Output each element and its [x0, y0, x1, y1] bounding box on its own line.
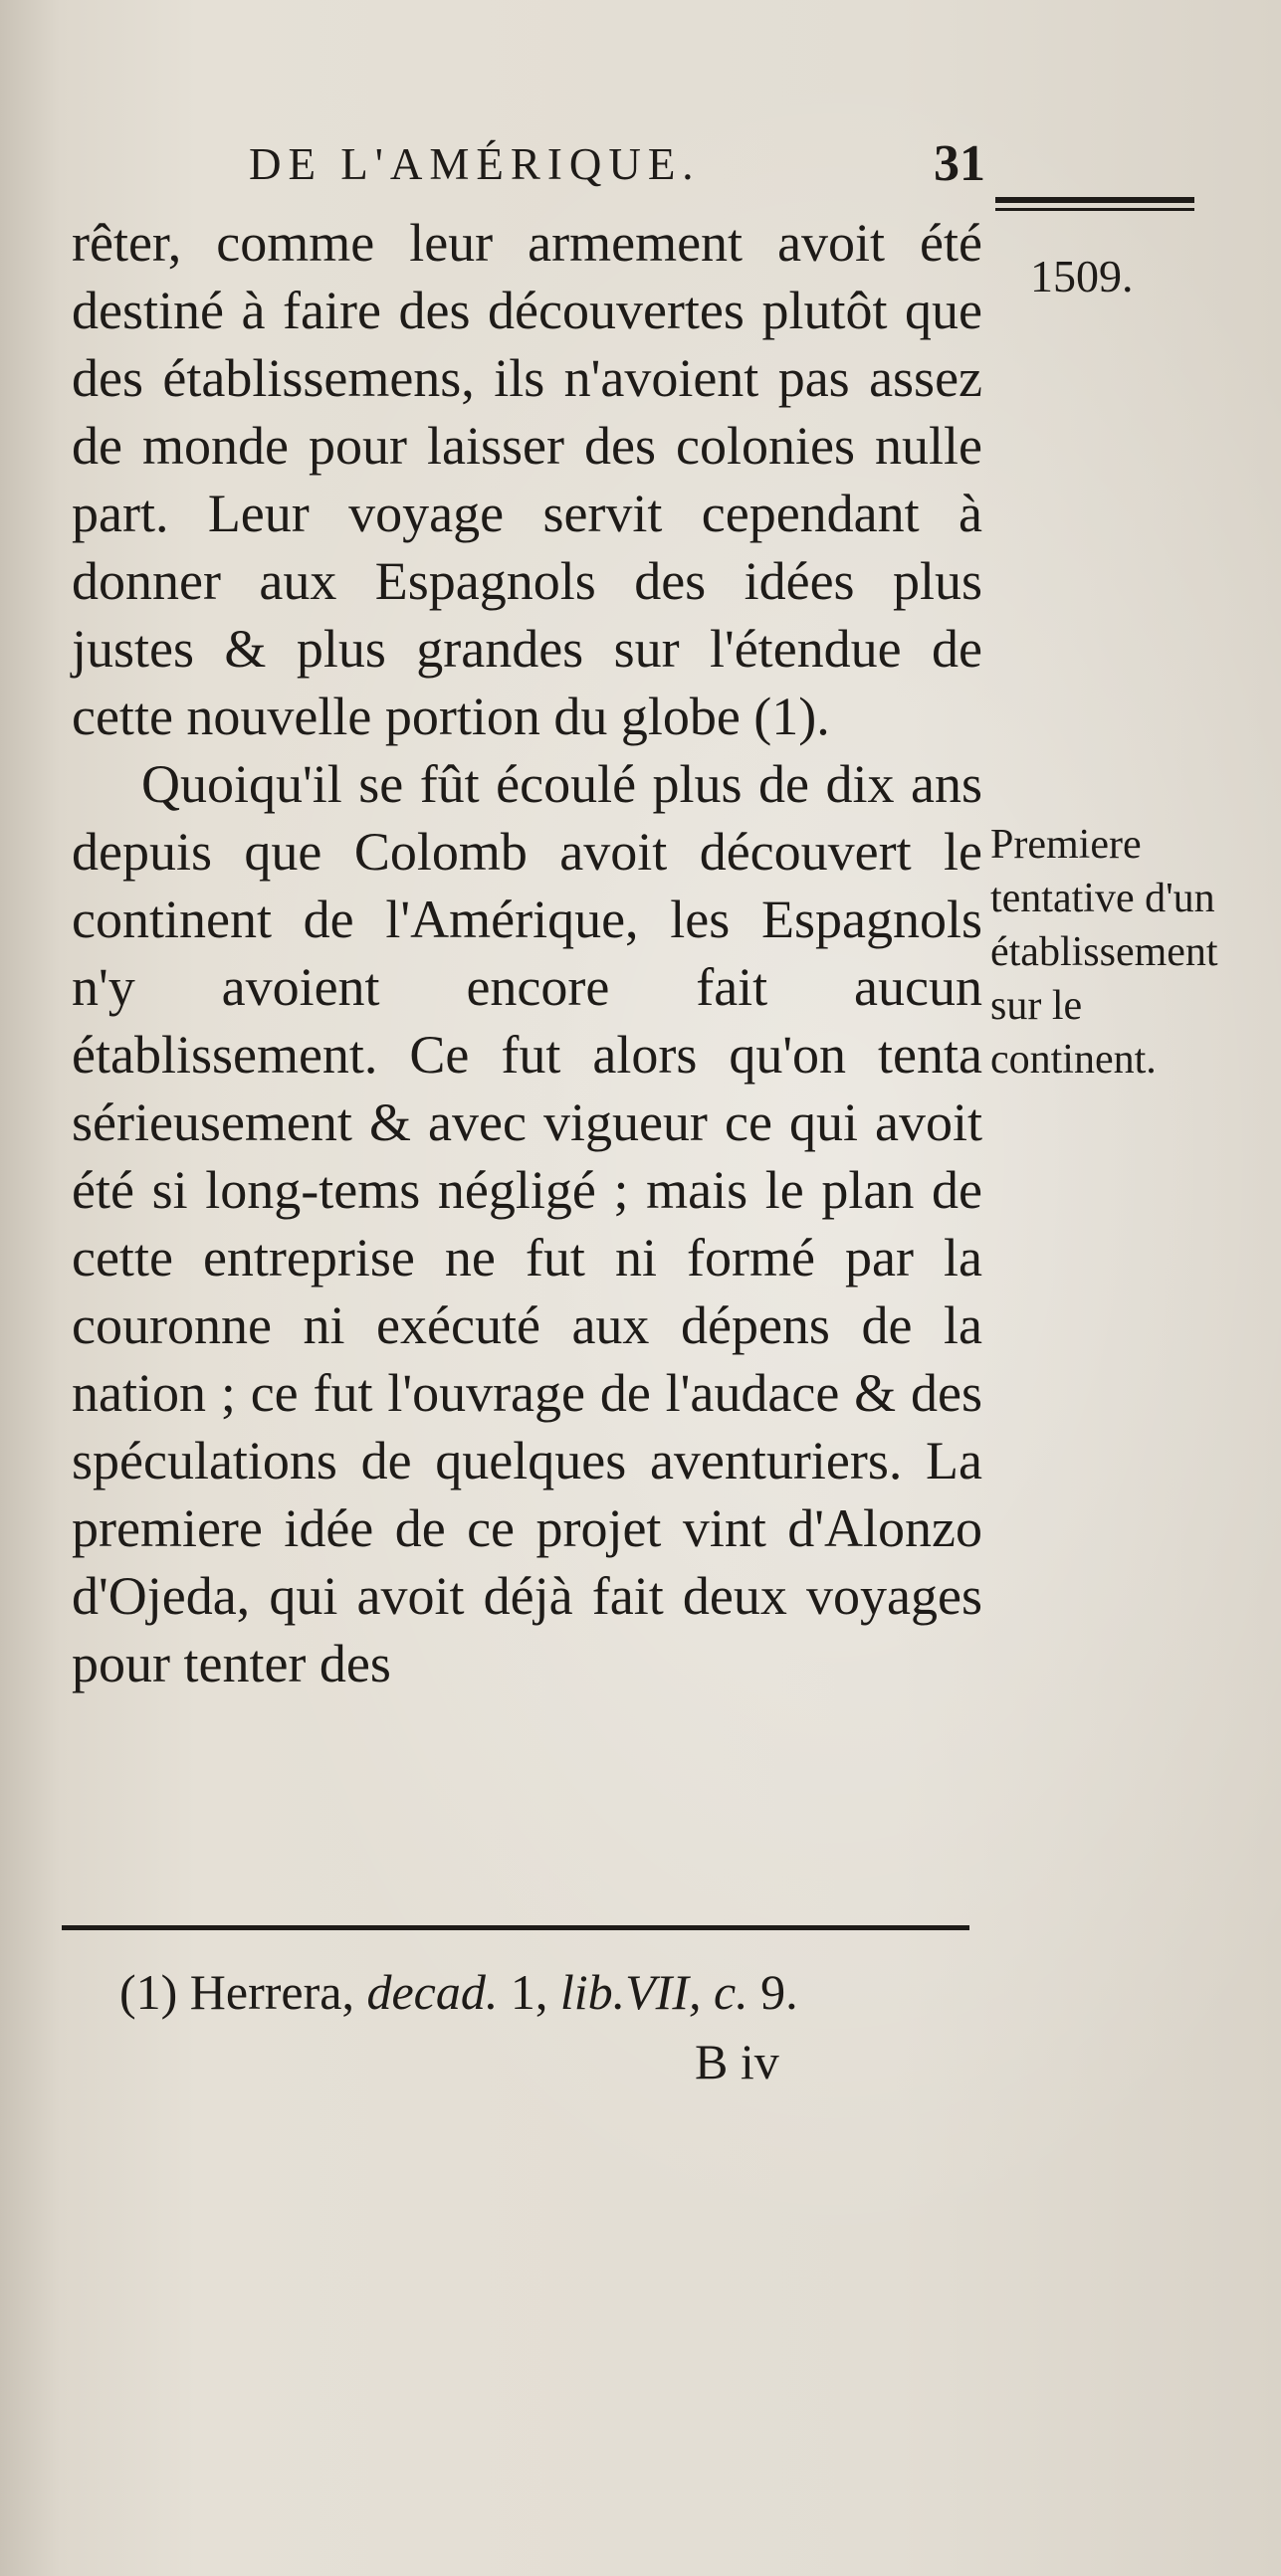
footnote-marker: (1) Herrera,: [119, 1964, 354, 2020]
signature-mark: B iv: [695, 2034, 779, 2089]
page-number: 31: [934, 135, 985, 192]
margin-year: 1509.: [1030, 251, 1134, 301]
footnote-lib-number: VII,: [625, 1964, 702, 2020]
main-text: [72, 209, 982, 1697]
footnote-lib-label: lib.: [559, 1964, 626, 2020]
page-header: [249, 134, 985, 194]
footnote-decad-label: decad.: [366, 1964, 499, 2020]
running-head: DE L'AMÉRIQUE.: [249, 139, 701, 189]
margin-double-rule: [995, 197, 1194, 211]
footnote: [119, 1960, 965, 2024]
paragraph-1: rêter, comme leur armement avoit été destiné à faire des découvertes plutôt que des établissemens, ils n'avoient pas assez de monde pour laisser des colonies nulle part. Leur voyage servit cependant à donner aux Espagnols des idées plus justes & plus grandes sur l'étendue de cette nouvelle portion du globe (1).: [72, 213, 982, 746]
paragraph-2: Quoiqu'il se fût écoulé plus de dix ans depuis que Colomb avoit découvert le continent de l'Amérique, les Espagnols n'y avoient encore fait aucun établissement. Ce fut alors qu'on tenta sérieusement & avec vigueur ce qui avoit été si long-tems négligé ; mais le plan de cette entreprise ne fut ni formé par la couronne ni exécuté aux dépens de la nation ; ce fut l'ouvrage de l'audace & des spéculations de quelques aventuriers. La premiere idée de ce projet vint d'Alonzo d'Ojeda, qui avoit déjà fait deux voyages pour tenter des: [72, 754, 982, 1693]
footnote-chapter-label: c.: [713, 1964, 748, 2020]
footnote-chapter-number: 9.: [760, 1964, 798, 2020]
margin-note: Premiere tentative d'un établissement sur le continent.: [990, 822, 1218, 1083]
footnote-decad-number: 1,: [510, 1964, 548, 2020]
footnote-rule: [62, 1925, 969, 1930]
